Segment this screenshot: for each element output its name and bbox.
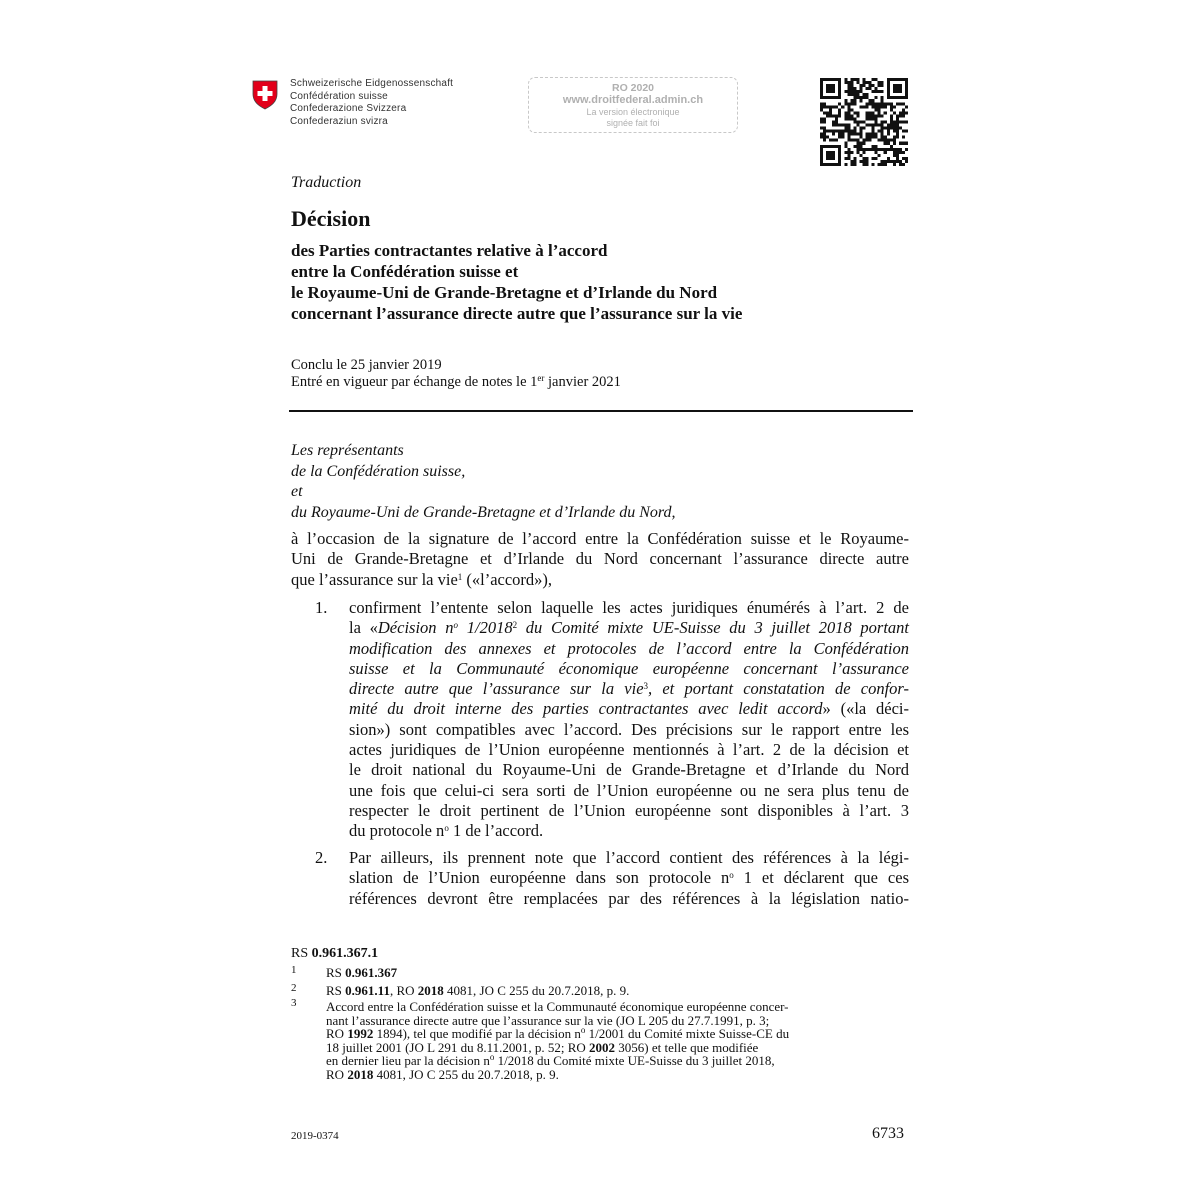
footnote-text: RS <box>326 983 346 998</box>
intro-text: («l’accord»), <box>462 569 553 589</box>
item-text: slation de l’Union européenne dans son protocole n <box>349 868 730 888</box>
item-text: 1 de l’accord. <box>448 821 544 841</box>
entry-prefix: Entré en vigueur par échange de notes le 1 <box>291 374 538 390</box>
item-line <box>349 618 909 638</box>
item-line: références devront être remplacées par des références à la législation natio- <box>349 888 909 908</box>
footnote-line <box>326 1041 902 1055</box>
stamp-url: www.droitfederal.admin.ch <box>562 94 704 106</box>
item-1 <box>349 598 909 842</box>
representatives-line: du Royaume-Uni de Grande-Bretagne et d’Irlande du Nord, <box>291 503 676 521</box>
swiss-cross-shield-icon <box>252 80 278 110</box>
intro-line: Uni de Grande-Bretagne et d’Irlande du Nord concernant l’assurance directe autre <box>291 549 909 569</box>
federation-name-fr: Confédération suisse <box>290 90 388 102</box>
item-text: du Comité mixte UE-Suisse du 3 juillet 2018 portant <box>517 618 910 638</box>
footnote-text: 4081, JO C 255 du 20.7.2018, p. 9. <box>443 983 630 998</box>
qr-code-icon <box>820 78 908 166</box>
item-line: une fois que celui-ci sera sorti de l’Union européenne ou ne sera plus tenu de <box>349 780 909 800</box>
footnote-sup: o <box>580 1025 586 1035</box>
footnote-text: RO <box>326 1066 348 1082</box>
footnote-ref: 2 <box>512 620 518 631</box>
footnote-text: 1894), tel que modifié par la décision n <box>373 1026 581 1041</box>
footnote-ref: 3 <box>643 681 649 692</box>
federation-names <box>290 78 453 128</box>
footnote-bold: 0.961.367 <box>345 965 398 980</box>
footnote-text: 3056) et telle que modifiée <box>615 1039 759 1055</box>
footnote-3 <box>326 1000 902 1081</box>
dates-block <box>291 357 621 391</box>
item-text: la « <box>349 618 378 638</box>
footnote-2 <box>326 984 902 998</box>
footnote-text: RO <box>326 1026 348 1041</box>
entry-sup: er <box>537 373 545 383</box>
subtitle-line: entre la Confédération suisse et <box>291 262 519 281</box>
rs-reference <box>291 946 378 962</box>
federation-name-rm: Confederaziun svizra <box>290 115 388 127</box>
item-line: suisse et la Communauté économique européenne concernant l’assurance <box>349 658 909 678</box>
intro-line: à l’occasion de la signature de l’accord entre la Confédération suisse et le Royaume- <box>291 529 909 548</box>
item-line: le droit national du Royaume-Uni de Grande-Bretagne et d’Irlande du Nord <box>349 760 909 780</box>
item-line <box>349 679 909 699</box>
footnote-text: , RO <box>389 983 418 998</box>
item-text: 1 et déclarent que ces <box>733 868 909 888</box>
subtitle-line: le Royaume-Uni de Grande-Bretagne et d’Irlande du Nord <box>291 283 718 302</box>
footnote-number: 3 <box>291 997 297 1009</box>
subtitle-line: concernant l’assurance directe autre que l’assurance sur la vie <box>291 304 743 323</box>
item-line <box>349 821 909 841</box>
footnote-bold: 2018 <box>417 983 444 998</box>
rs-prefix: RS <box>291 946 312 961</box>
concluded-date: Conclu le 25 janvier 2019 <box>291 357 442 373</box>
page-number: 6733 <box>872 1125 904 1142</box>
document-subtitle <box>291 240 742 324</box>
representatives-line: de la Confédération suisse, <box>291 462 466 480</box>
footnote-number: 2 <box>291 982 297 994</box>
item-text: directe autre que l’assurance sur la vie <box>349 679 644 699</box>
item-line <box>349 868 909 888</box>
stamp-ro: RO 2020 <box>611 82 655 94</box>
footnote-text: RS <box>326 965 346 980</box>
footnote-text: 18 juillet 2001 (JO L 291 du 8.11.2001, p. 52; RO <box>326 1039 590 1055</box>
stamp-line2: signée fait foi <box>606 118 660 128</box>
document-code: 2019-0374 <box>291 1130 339 1142</box>
intro-line <box>291 570 909 590</box>
translation-label: Traduction <box>291 174 362 191</box>
item-sup: o <box>453 620 459 631</box>
item-line: confirment l’entente selon laquelle les actes juridiques énumérés à l’art. 2 de <box>349 598 909 617</box>
footnote-bold: 2018 <box>347 1066 374 1082</box>
item-sup: o <box>729 870 734 881</box>
item-line: respecter le droit pertinent de l’Union européenne sont disponibles à l’art. 3 <box>349 800 909 820</box>
footnote-bold: 2002 <box>589 1039 616 1055</box>
representatives-line: et <box>291 483 303 500</box>
item-text: Décision n <box>377 618 454 638</box>
item-line <box>349 699 909 719</box>
federation-name-it: Confederazione Svizzera <box>290 103 407 114</box>
item-line: Par ailleurs, ils prennent note que l’accord contient des références à la légi- <box>349 848 909 867</box>
footnote-text: en dernier lieu par la décision n <box>326 1053 490 1068</box>
item-text: » («la déci- <box>822 699 909 719</box>
stamp-line1: La version électronique <box>586 107 680 117</box>
representatives-line: Les représentants <box>291 442 404 459</box>
item-text: , et portant constatation de confor- <box>648 679 909 699</box>
footnote-1 <box>326 966 902 980</box>
footnote-line: nant l’assurance directe autre que l’assurance sur la vie (JO L 205 du 27.7.1991, p. 3; <box>326 1012 770 1028</box>
entry-into-force <box>291 374 621 391</box>
item-number: 1. <box>315 598 328 617</box>
item-line: modification des annexes et protocoles de l’accord entre la Confédération <box>349 638 909 658</box>
footnote-text: 1/2018 du Comité mixte UE-Suisse du 3 juillet 2018, <box>494 1053 775 1068</box>
official-publication-stamp <box>528 77 738 133</box>
footnote-line <box>326 1027 902 1041</box>
footnote-text: 4081, JO C 255 du 20.7.2018, p. 9. <box>373 1066 559 1082</box>
footnote-number: 1 <box>291 964 297 976</box>
footnote-line <box>326 1054 902 1068</box>
item-text: 1/2018 <box>458 618 513 638</box>
federation-name-de: Schweizerische Eidgenossenschaft <box>290 78 454 89</box>
document-title: Décision <box>291 206 371 231</box>
footnote-text: 1/2001 du Comité mixte Suisse-CE du <box>585 1026 790 1041</box>
intro-paragraph <box>291 529 909 590</box>
intro-text: que l’assurance sur la vie <box>291 569 458 589</box>
entry-suffix: janvier 2021 <box>544 374 621 390</box>
item-line: sion») sont compatibles avec l’accord. Des précisions sur le rapport entre les <box>349 719 909 739</box>
item-text: du protocole n <box>349 821 445 841</box>
footnote-bold: 1992 <box>347 1026 374 1041</box>
representatives <box>291 441 676 523</box>
item-text: mité du droit interne des parties contractantes avec ledit accord <box>349 699 823 719</box>
item-2 <box>349 848 909 909</box>
footnote-sup: o <box>489 1052 495 1062</box>
footnote-bold: 0.961.11 <box>345 983 390 998</box>
subtitle-line: des Parties contractantes relative à l’accord <box>291 241 608 260</box>
header-divider <box>289 410 913 412</box>
footnote-line <box>326 1068 902 1082</box>
item-sup: o <box>444 823 449 834</box>
footnote-ref: 1 <box>457 571 463 582</box>
item-line: actes juridiques de l’Union européenne mentionnés à l’art. 2 de la décision et <box>349 740 909 760</box>
rs-number: 0.961.367.1 <box>311 946 379 961</box>
footnote-line: Accord entre la Confédération suisse et la Communauté économique européenne concer- <box>326 999 789 1014</box>
item-number: 2. <box>315 848 328 867</box>
